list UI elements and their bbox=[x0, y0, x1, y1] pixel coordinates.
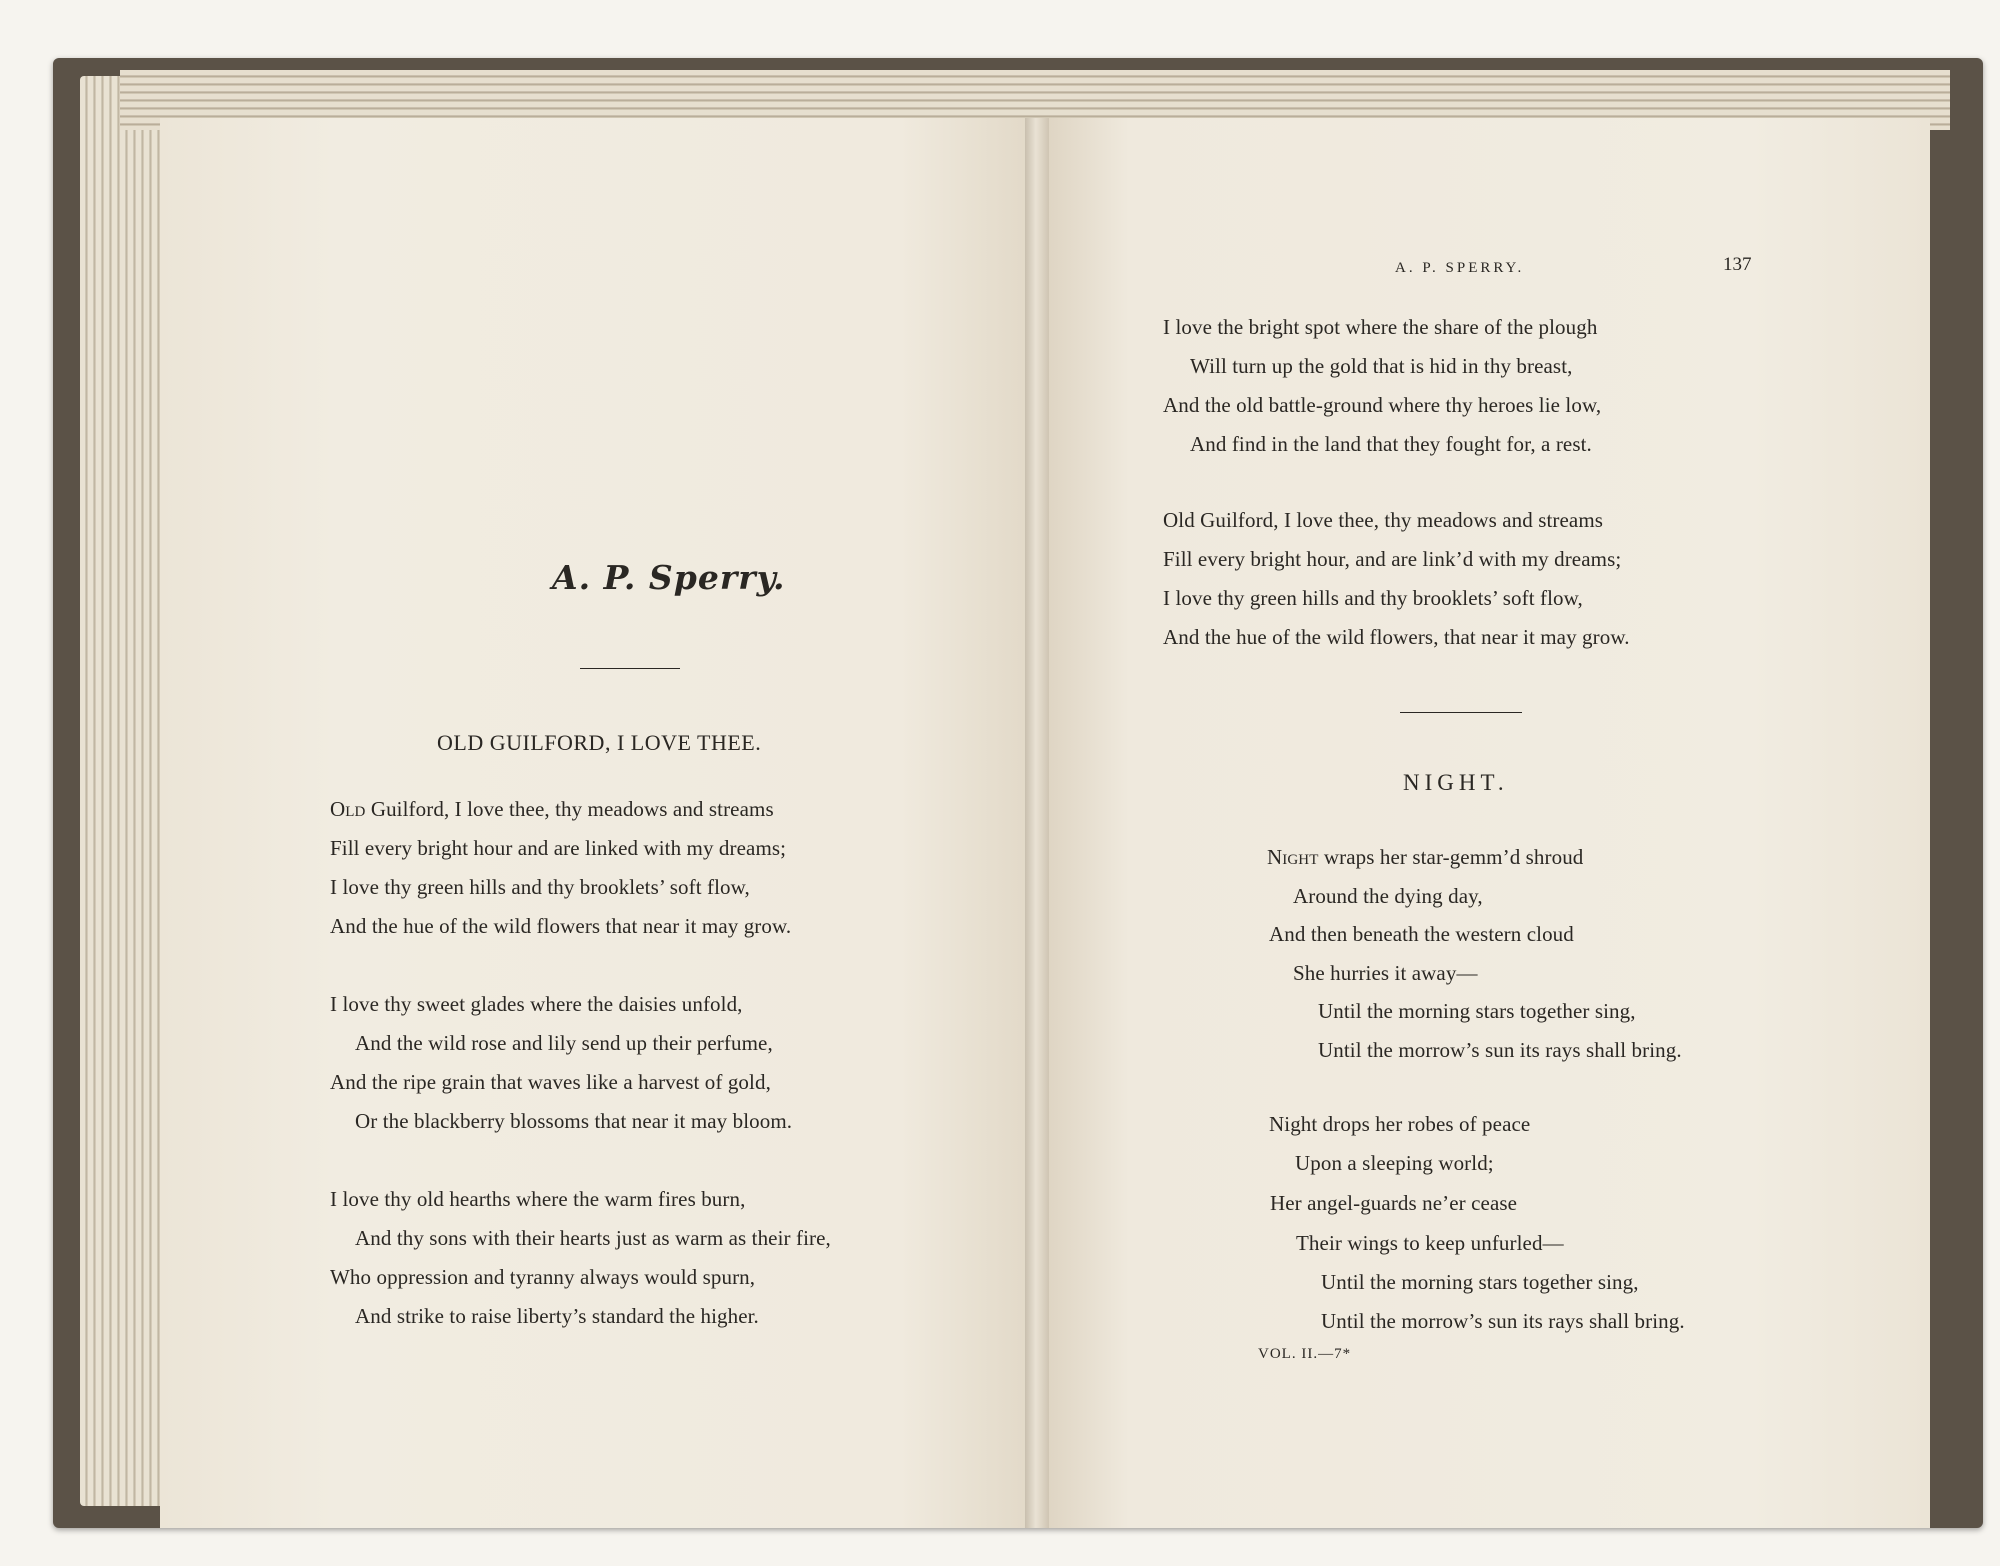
poem-line bbox=[1267, 845, 1583, 870]
poem-line: Around the dying day, bbox=[1293, 884, 1483, 908]
poem-line: Their wings to keep unfurled— bbox=[1296, 1231, 1564, 1255]
author-heading: A. P. Sperry. bbox=[552, 558, 786, 597]
poem-line: And find in the land that they fought for, a rest. bbox=[1190, 432, 1592, 456]
poem-line: I love thy sweet glades where the daisies unfold, bbox=[330, 992, 743, 1016]
first-word: Old bbox=[330, 797, 366, 821]
poem-line: I love thy old hearths where the warm fires burn, bbox=[330, 1187, 746, 1211]
poem-line: And the old battle-ground where thy heroes lie low, bbox=[1163, 393, 1602, 417]
poem-line: And the ripe grain that waves like a harvest of gold, bbox=[330, 1070, 771, 1094]
poem-line: Will turn up the gold that is hid in thy breast, bbox=[1190, 354, 1573, 378]
poem-line: Night drops her robes of peace bbox=[1269, 1112, 1531, 1136]
page-edges-left bbox=[80, 76, 170, 1506]
first-word: Night bbox=[1267, 845, 1319, 869]
poem-line: And then beneath the western cloud bbox=[1269, 922, 1574, 946]
signature-mark: VOL. II.—7* bbox=[1258, 1346, 1352, 1362]
page-number: 137 bbox=[1723, 254, 1752, 275]
poem-line bbox=[330, 797, 774, 822]
poem-line: I love the bright spot where the share of the plough bbox=[1163, 315, 1598, 339]
poem-line: I love thy green hills and thy brooklets’ soft flow, bbox=[1163, 586, 1583, 610]
poem-line: Who oppression and tyranny always would spurn, bbox=[330, 1265, 756, 1289]
first-line-rest: wraps her star-gemm’d shroud bbox=[1318, 845, 1584, 869]
running-head: A. P. SPERRY. bbox=[1395, 260, 1525, 276]
poem-line: Old Guilford, I love thee, thy meadows and streams bbox=[1163, 508, 1604, 532]
poem-line: I love thy green hills and thy brooklets’ soft flow, bbox=[330, 875, 750, 899]
poem-line: Her angel-guards ne’er cease bbox=[1270, 1191, 1518, 1215]
poem-line: Until the morrow’s sun its rays shall bring. bbox=[1318, 1038, 1682, 1062]
poem-line: Until the morrow’s sun its rays shall bring. bbox=[1321, 1309, 1685, 1333]
poem-line: And the hue of the wild flowers that near it may grow. bbox=[330, 914, 792, 938]
poem-line: Until the morning stars together sing, bbox=[1321, 1270, 1639, 1294]
poem-line: Upon a sleeping world; bbox=[1295, 1151, 1494, 1175]
poem-line: And the wild rose and lily send up their perfume, bbox=[355, 1031, 773, 1055]
poem-line: Or the blackberry blossoms that near it may bloom. bbox=[355, 1109, 793, 1133]
poem-line: Until the morning stars together sing, bbox=[1318, 999, 1636, 1023]
poem-line: And strike to raise liberty’s standard the higher. bbox=[355, 1304, 759, 1328]
poem-line: And the hue of the wild flowers, that near it may grow. bbox=[1163, 625, 1630, 649]
poem-line: She hurries it away— bbox=[1293, 961, 1478, 985]
first-line-rest: Guilford, I love thee, thy meadows and streams bbox=[365, 797, 774, 821]
poem-title-night: NIGHT. bbox=[1403, 770, 1509, 795]
section-rule bbox=[1400, 712, 1522, 713]
book-gutter bbox=[1025, 118, 1049, 1528]
author-rule bbox=[580, 668, 680, 669]
poem-line: And thy sons with their hearts just as warm as their fire, bbox=[355, 1226, 831, 1250]
poem-title-old-guilford: OLD GUILFORD, I LOVE THEE. bbox=[437, 730, 762, 755]
poem-line: Fill every bright hour, and are link’d with my dreams; bbox=[1163, 547, 1622, 571]
poem-line: Fill every bright hour and are linked with my dreams; bbox=[330, 836, 787, 860]
